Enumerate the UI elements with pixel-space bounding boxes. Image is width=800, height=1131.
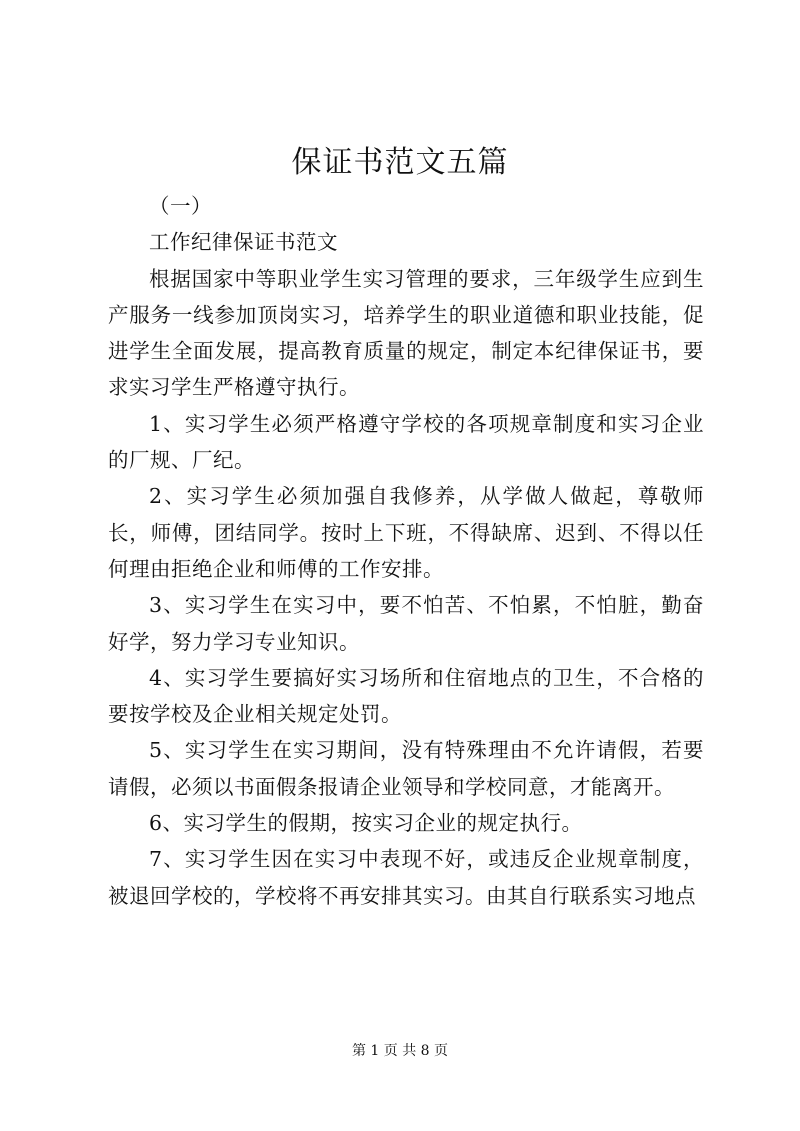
intro-paragraph: 根据国家中等职业学生实习管理的要求，三年级学生应到生产服务一线参加顶岗实习，培养学生的职业道德和职业技能，促进学生全面发展，提高教育质量的规定，制定本纪律保证书，要求实习学生严格遵守执行。	[108, 266, 704, 400]
page-title: 保证书范文五篇	[291, 145, 509, 180]
rule-item: 4、实习学生要搞好实习场所和住宿地点的卫生，不合格的要按学校及企业相关规定处罚。	[108, 665, 704, 727]
rule-item: 6、实习学生的假期，按实习企业的规定执行。	[149, 811, 583, 836]
rule-item: 7、实习学生因在实习中表现不好，或违反企业规章制度，被退回学校的，学校将不再安排其实习。由其自行联系实习地点	[108, 847, 704, 908]
section-number: （一）	[149, 194, 212, 218]
page-number-footer: 第 1 页 共 8 页	[351, 1043, 449, 1059]
rule-item: 3、实习学生在实习中，要不怕苦、不怕累，不怕脏，勤奋好学，努力学习专业知识。	[108, 593, 704, 654]
rule-item: 5、实习学生在实习期间，没有特殊理由不允许请假，若要请假，必须以书面假条报请企业领导和学校同意，才能离开。	[108, 738, 704, 799]
rule-item: 1、实习学生必须严格遵守学校的各项规章制度和实习企业的厂规、厂纪。	[108, 411, 704, 473]
document-body	[108, 188, 704, 914]
rule-item: 2、实习学生必须加强自我修养，从学做人做起，尊敬师长，师傅，团结同学。按时上下班，不得缺席、迟到、不得以任何理由拒绝企业和师傅的工作安排。	[108, 484, 704, 581]
section-heading: 工作纪律保证书范文	[149, 230, 338, 255]
